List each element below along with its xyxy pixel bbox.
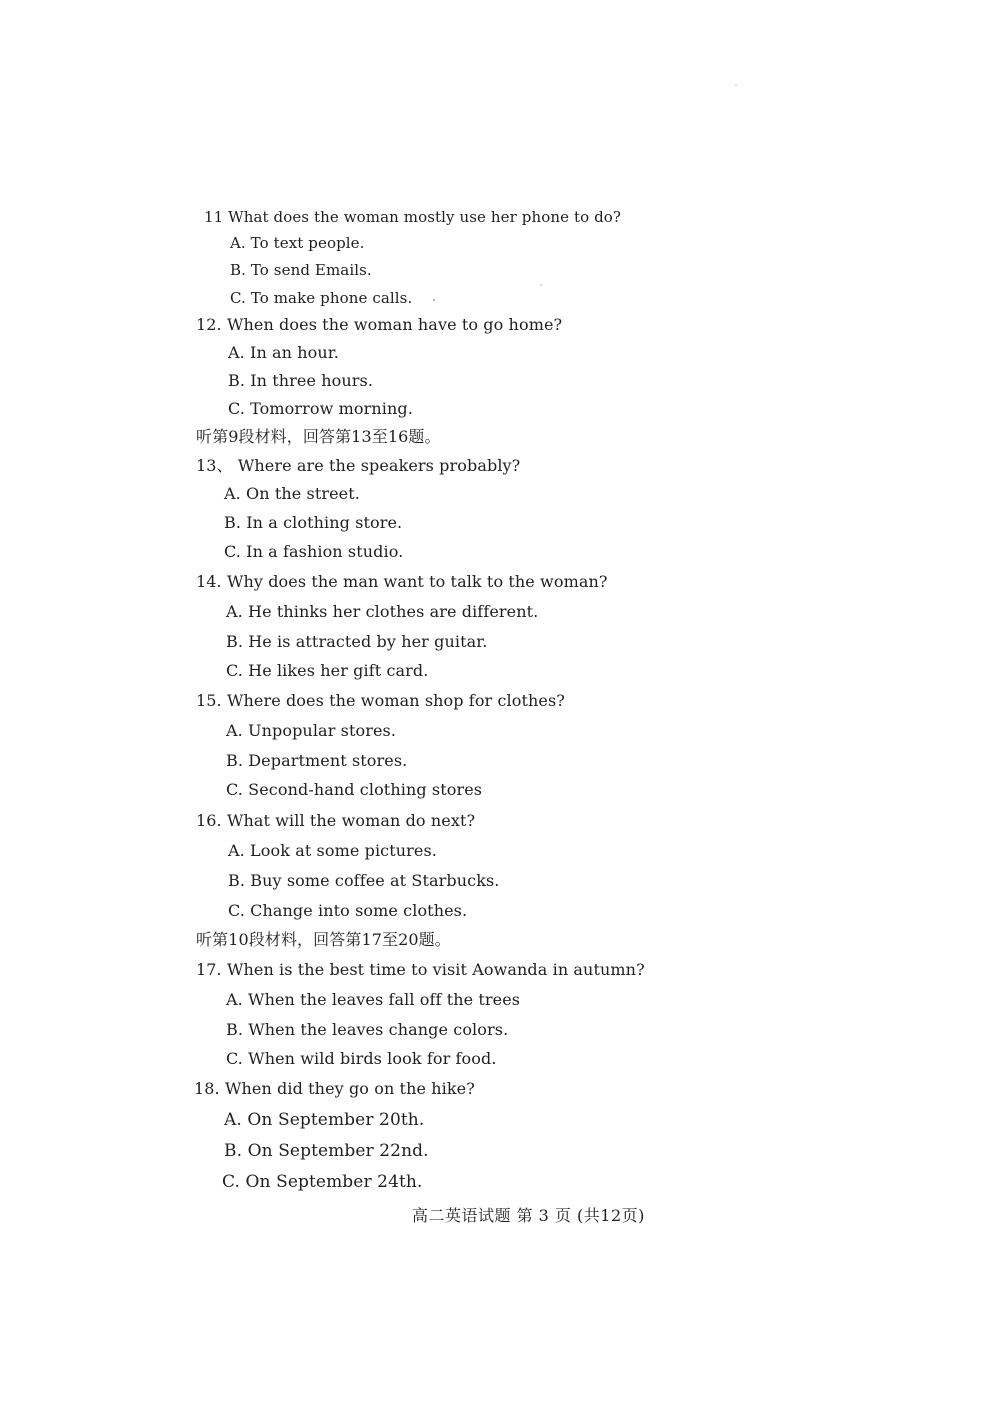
option-16b: B. Buy some coffee at Starbucks. <box>228 871 500 890</box>
scan-speck <box>540 284 542 286</box>
option-16a: A. Look at some pictures. <box>228 841 437 860</box>
question-number: 15. <box>196 691 222 710</box>
option-11b: B. To send Emails. <box>230 261 372 279</box>
option-13a: A. On the street. <box>224 484 360 503</box>
question-16 <box>196 811 475 831</box>
option-14a: A. He thinks her clothes are different. <box>226 602 539 621</box>
question-text: When does the woman have to go home? <box>226 315 563 334</box>
question-number: 11 <box>204 208 224 226</box>
option-11c: C. To make phone calls. <box>230 289 413 307</box>
question-13 <box>196 456 520 476</box>
question-text: Where are the speakers probably? <box>237 456 521 475</box>
option-17a: A. When the leaves fall off the trees <box>226 990 521 1009</box>
scan-speck <box>433 299 435 301</box>
question-text: Where does the woman shop for clothes? <box>226 691 565 710</box>
question-text: When did they go on the hike? <box>224 1079 475 1098</box>
option-15a: A. Unpopular stores. <box>226 721 397 740</box>
question-number: 12. <box>196 315 222 334</box>
question-11 <box>204 207 621 227</box>
scan-speck <box>735 84 737 86</box>
option-14b: B. He is attracted by her guitar. <box>226 632 488 651</box>
section-10-instruction: 听第10段材料，回答第17至20题。 <box>196 930 451 949</box>
question-12 <box>196 315 562 335</box>
question-text: Why does the man want to talk to the woman? <box>226 572 608 591</box>
question-number: 16. <box>196 811 222 830</box>
option-18c: C. On September 24th. <box>222 1172 423 1192</box>
question-number: 13、 <box>196 456 233 475</box>
question-number: 14. <box>196 572 222 591</box>
question-18 <box>194 1079 475 1099</box>
question-17 <box>196 960 645 980</box>
option-17c: C. When wild birds look for food. <box>226 1049 497 1068</box>
option-11a: A. To text people. <box>230 234 365 252</box>
option-15b: B. Department stores. <box>226 751 408 770</box>
option-14c: C. He likes her gift card. <box>226 661 429 680</box>
option-12b: B. In three hours. <box>228 371 374 390</box>
question-15 <box>196 691 565 711</box>
option-12c: C. Tomorrow morning. <box>228 399 413 418</box>
option-13b: B. In a clothing store. <box>224 513 403 532</box>
option-12a: A. In an hour. <box>228 343 339 362</box>
question-text: What will the woman do next? <box>226 811 476 830</box>
question-number: 18. <box>194 1079 220 1098</box>
question-14 <box>196 572 608 592</box>
option-13c: C. In a fashion studio. <box>224 542 404 561</box>
question-number: 17. <box>196 960 222 979</box>
option-16c: C. Change into some clothes. <box>228 901 468 920</box>
section-9-instruction: 听第9段材料，回答第13至16题。 <box>196 427 441 446</box>
question-text: When is the best time to visit Aowanda in autumn? <box>226 960 645 979</box>
option-18b: B. On September 22nd. <box>224 1141 429 1161</box>
option-15c: C. Second-hand clothing stores <box>226 780 483 799</box>
option-17b: B. When the leaves change colors. <box>226 1020 509 1039</box>
page-footer: 高二英语试题 第 3 页 (共12页) <box>412 1206 645 1225</box>
question-text: What does the woman mostly use her phone to do? <box>228 208 622 226</box>
option-18a: A. On September 20th. <box>224 1110 425 1130</box>
